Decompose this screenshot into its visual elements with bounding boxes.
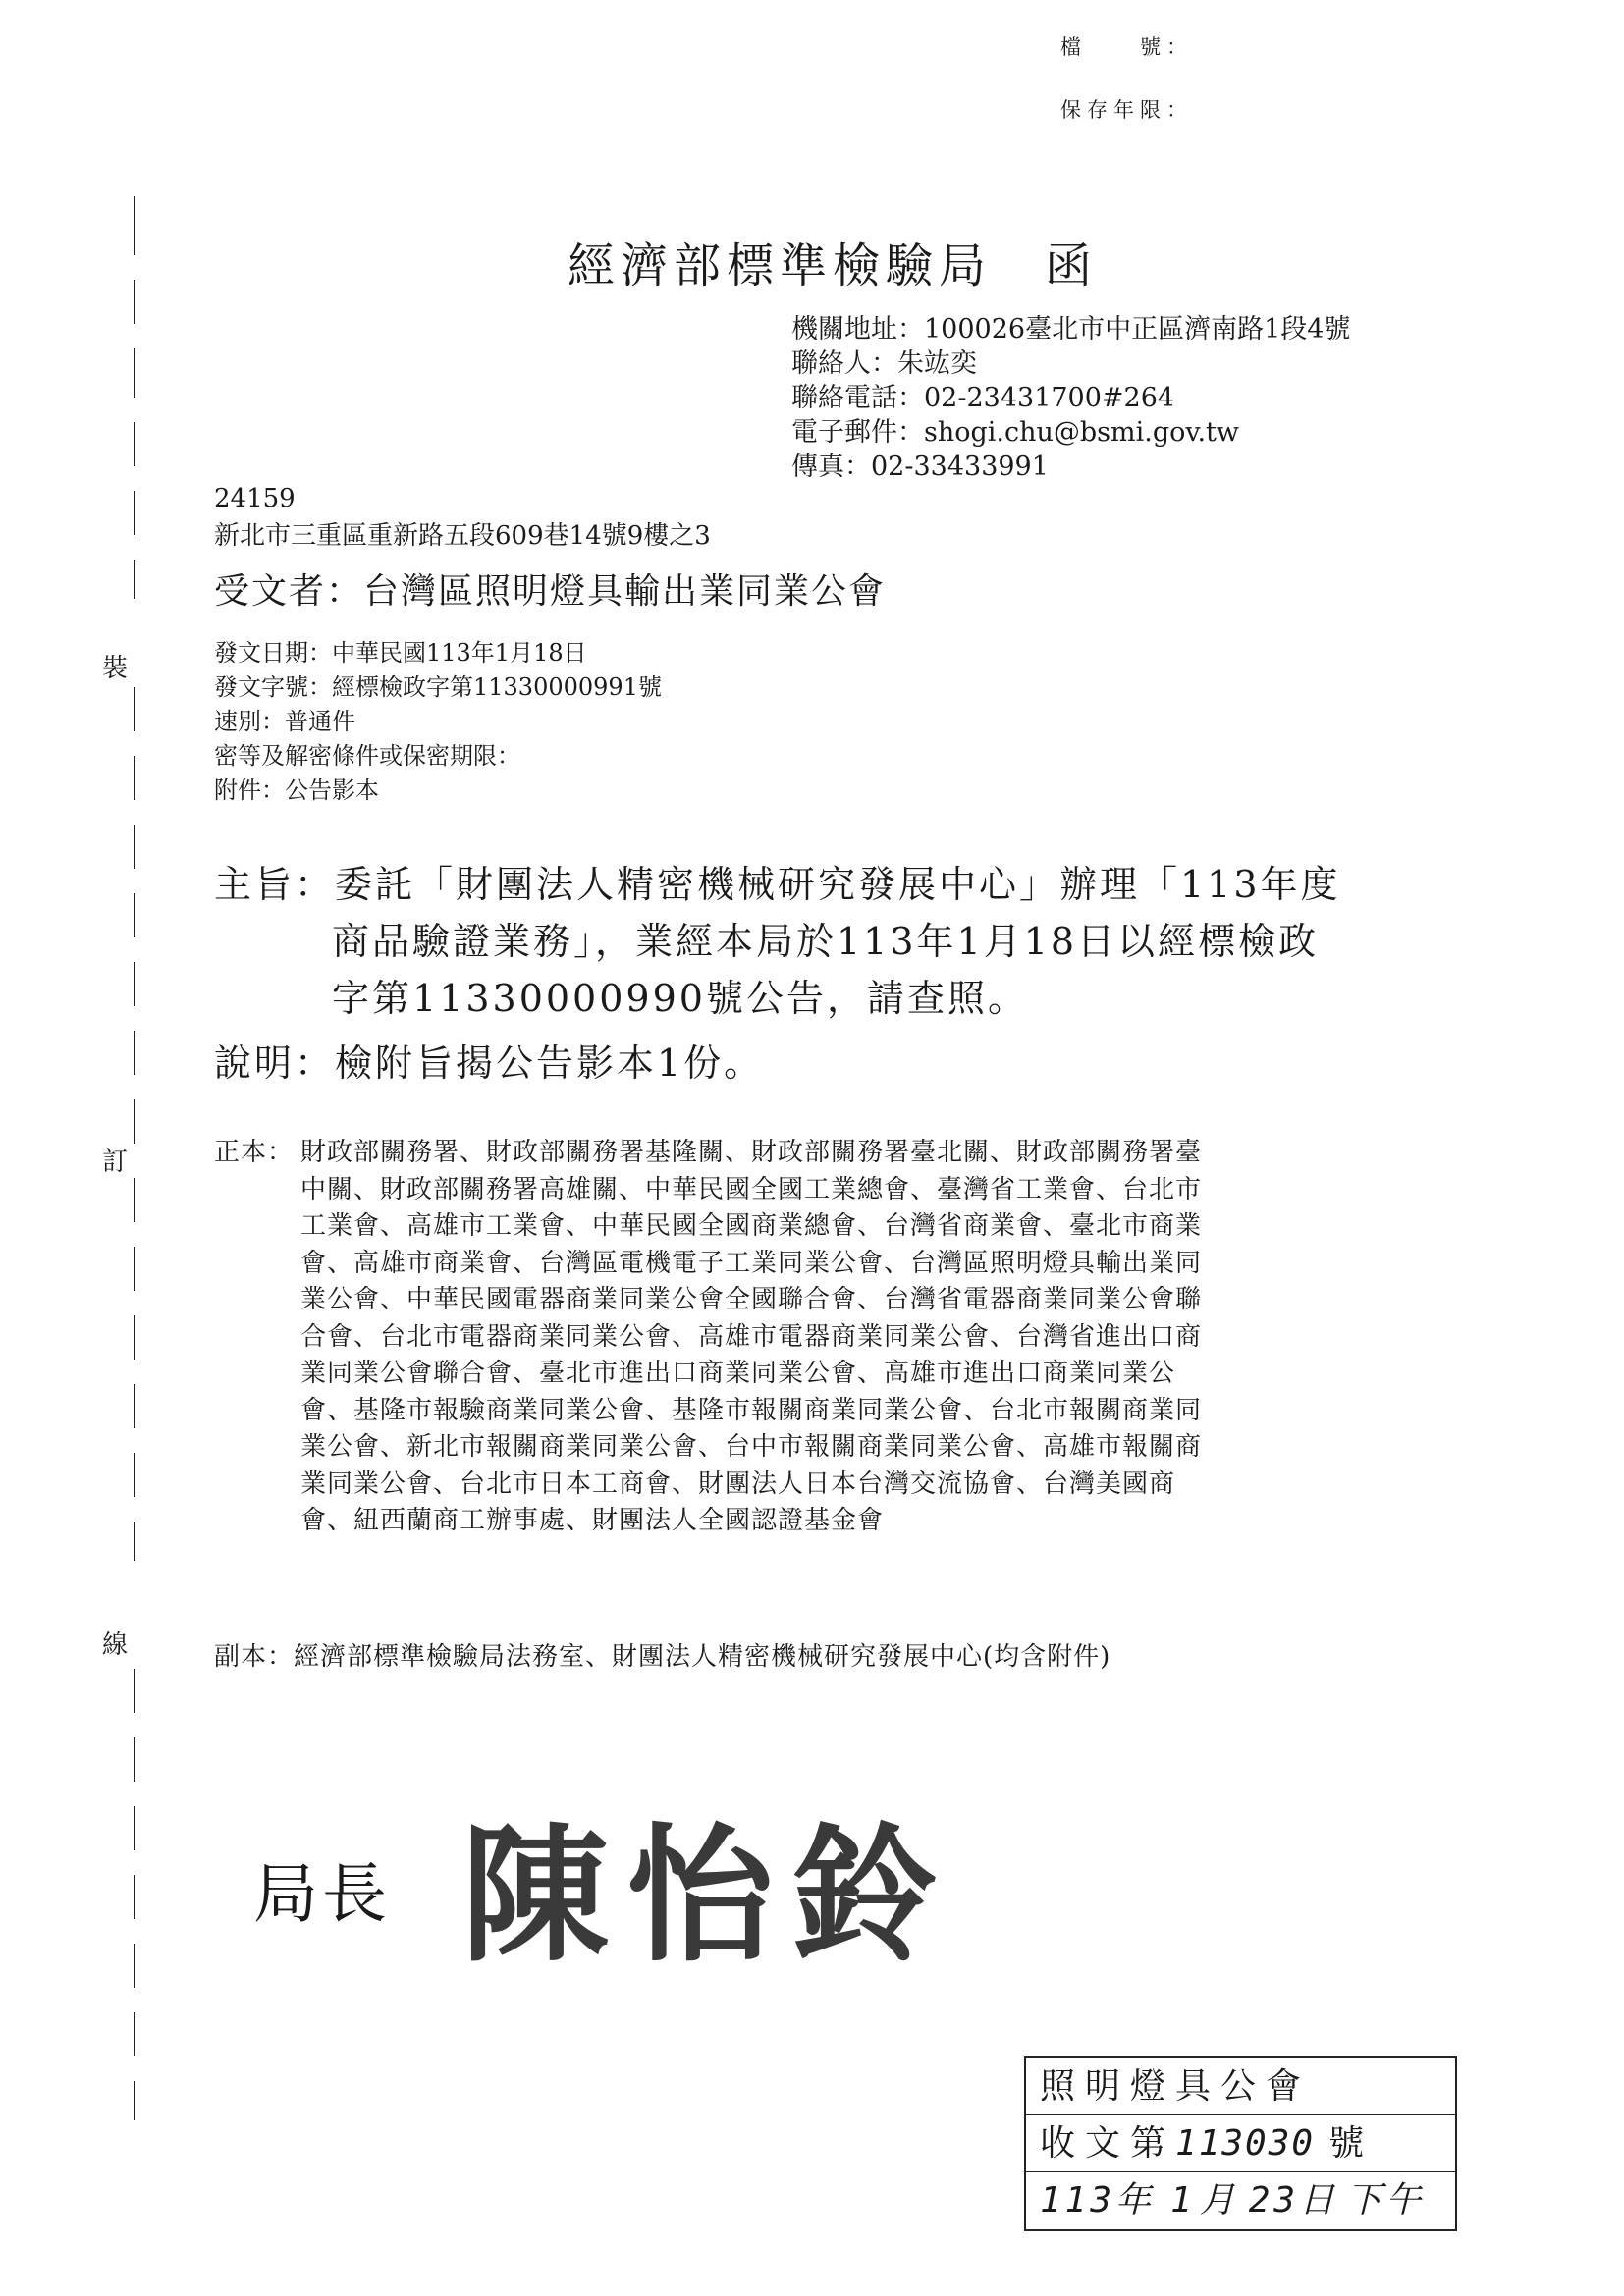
- binding-char-zhuang: 裝: [102, 654, 129, 683]
- binding-char-ding: 訂: [102, 1148, 129, 1177]
- document-number: 發文字號：經標檢政字第11330000991號: [214, 673, 662, 701]
- contact-fax: 傳真：02-33433991: [791, 452, 1049, 482]
- original-recipients-line: 業公會、新北市報關商業同業公會、台中市報關商業同業公會、高雄市報關商: [300, 1432, 1203, 1462]
- stamp-date-month: 1: [1170, 2180, 1196, 2220]
- file-number-label: 檔 號：: [1060, 35, 1193, 59]
- stamp-date-day: 23日: [1248, 2180, 1339, 2220]
- stamp-receipt-suffix: 號: [1328, 2123, 1375, 2163]
- original-recipients-line: 業同業公會、台北市日本工商會、財團法人日本台灣交流協會、台灣美國商: [300, 1468, 1176, 1499]
- subject-line-1: 主旨：委託「財團法人精密機械研究發展中心」辦理「113年度: [214, 863, 1341, 906]
- stamp-receipt-prefix: 收文第: [1040, 2123, 1176, 2163]
- stamp-receipt-number: 113030: [1175, 2123, 1316, 2163]
- document-title: 經濟部標準檢驗局 函: [568, 239, 1099, 294]
- original-recipients-line: 中關、財政部關務署高雄關、中華民國全國工業總會、臺灣省工業會、台北市: [300, 1174, 1203, 1204]
- original-recipients-label: 正本：: [214, 1138, 295, 1167]
- contact-email: 電子郵件：shogi.chu@bsmi.gov.tw: [791, 417, 1239, 448]
- signature-name: 陳怡鈴: [461, 1809, 957, 1982]
- original-recipients-line: 業同業公會聯合會、臺北市進出口商業同業公會、高雄市進出口商業同業公: [300, 1359, 1176, 1388]
- contact-person: 聯絡人：朱竑奕: [791, 348, 977, 379]
- stamp-date-year: 113年: [1040, 2180, 1156, 2220]
- original-recipients-line: 工業會、高雄市工業會、中華民國全國商業總會、台灣省商業會、臺北市商業: [300, 1211, 1203, 1241]
- original-recipients-line: 會、紐西蘭商工辦事處、財團法人全國認證基金會: [300, 1506, 885, 1535]
- recipient: 受文者：台灣區照明燈具輸出業同業公會: [214, 571, 887, 612]
- attachment: 附件：公告影本: [214, 776, 379, 804]
- explanation: 說明：檢附旨揭公告影本1份。: [214, 1041, 765, 1085]
- recipient-postcode: 24159: [214, 484, 296, 513]
- retention-period-label: 保存年限：: [1060, 98, 1193, 122]
- stamp-date-period: 下午: [1346, 2180, 1426, 2220]
- confidentiality: 密等及解密條件或保密期限：: [214, 742, 520, 770]
- original-recipients-line: 會、基隆市報驗商業同業公會、基隆市報關商業同業公會、台北市報關商業同: [300, 1395, 1203, 1425]
- stamp-date-row: 113年 1 月 23日 下午: [1040, 2180, 1426, 2220]
- contact-phone: 聯絡電話：02-23431700#264: [791, 383, 1175, 413]
- stamp-org: 照明燈具公會: [1026, 2058, 1455, 2115]
- subject-line-3: 字第11330000990號公告，請查照。: [332, 977, 1028, 1020]
- original-recipients-list: [300, 1135, 1202, 1540]
- signature-title: 局長: [253, 1856, 391, 1932]
- subject-line-2: 商品驗證業務」，業經本局於113年1月18日以經標檢政: [332, 920, 1320, 963]
- copy-recipients: 副本：經濟部標準檢驗局法務室、財團法人精密機械研究發展中心(均含附件): [214, 1642, 1111, 1672]
- binding-char-xian: 線: [102, 1630, 129, 1660]
- contact-block: [791, 312, 1350, 484]
- original-recipients-line: 業公會、中華民國電器商業同業公會全國聯合會、台灣省電器商業同業公會聯: [300, 1285, 1203, 1314]
- issue-date: 發文日期：中華民國113年1月18日: [214, 639, 587, 667]
- document-meta: [214, 636, 662, 808]
- original-recipients-line: 會、高雄市商業會、台灣區電機電子工業同業公會、台灣區照明燈具輸出業同: [300, 1248, 1203, 1278]
- original-recipients-line: 合會、台北市電器商業同業公會、高雄市電器商業同業公會、台灣省進出口商: [300, 1321, 1203, 1352]
- contact-address: 機關地址：100026臺北市中正區濟南路1段4號: [791, 314, 1351, 345]
- recipient-address: 新北市三重區重新路五段609巷14號9樓之3: [214, 521, 711, 551]
- stamp-receipt-row: [1026, 2115, 1455, 2172]
- urgency: 速別：普通件: [214, 708, 355, 735]
- receipt-stamp: [1024, 2056, 1457, 2231]
- original-recipients-line: 財政部關務署、財政部關務署基隆關、財政部關務署臺北關、財政部關務署臺: [300, 1138, 1203, 1167]
